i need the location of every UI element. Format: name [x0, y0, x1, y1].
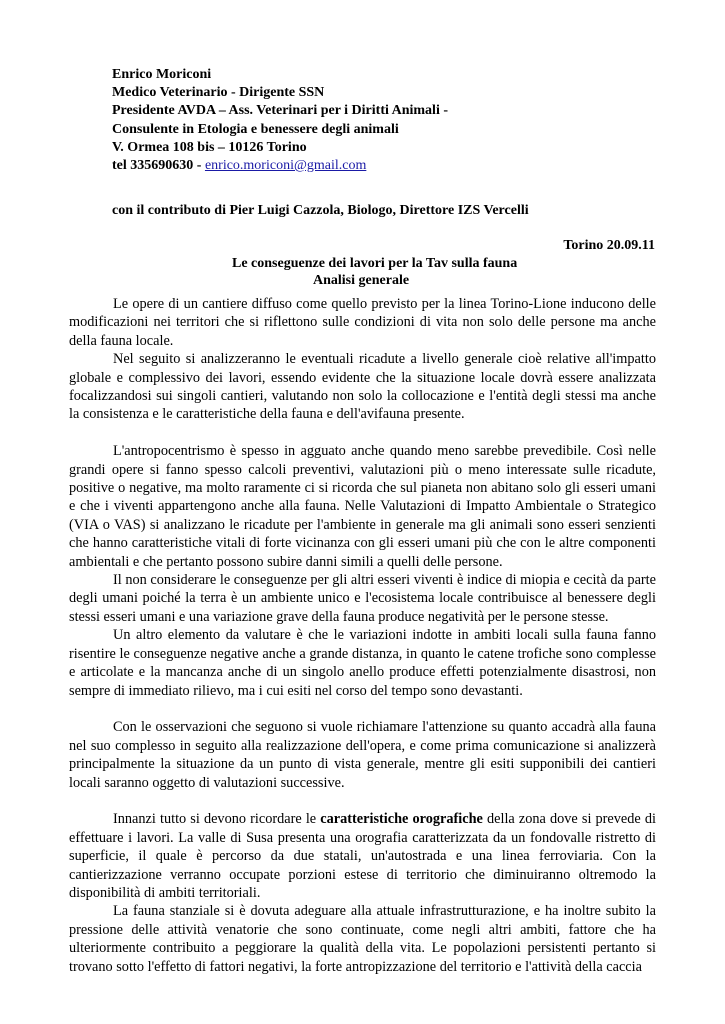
- paragraph-spacer: [69, 700, 656, 718]
- document-body: [69, 295, 656, 976]
- email-link[interactable]: enrico.moriconi@gmail.com: [204, 158, 367, 174]
- paragraph: Con le osservazioni che seguono si vuole richiamare l'attenzione su quanto accadrà alla fauna nel suo complesso in seguito alla realizzazione dell'opera, e come prima comunicazione si analizzerà principalmente la situazione da un punto di vista generale, mentre gli esiti supponibili dei cantieri locali saranno oggetto di valutazioni successive.: [69, 719, 656, 791]
- author-contact: [112, 157, 448, 175]
- paragraph-text: della zona dove si prevede di effettuare i lavori. La valle di Susa presenta una orografia caratterizzata da un fondovalle ristretto di superficie, il quale è percorso da due statali, un'autostrada e una linea ferroviaria. Con la cantierizzazione verranno occupate porzioni estese di territorio che diminuiranno oltremodo la disponibilità di ambiti territoriali.: [69, 811, 656, 901]
- author-address: V. Ormea 108 bis – 10126 Torino: [112, 139, 307, 155]
- paragraph: [69, 810, 656, 902]
- author-consultancy: Consulente in Etologia e benessere degli animali: [112, 121, 399, 137]
- emphasis-text: caratteristiche orografiche: [320, 811, 483, 828]
- paragraph: La fauna stanziale si è dovuta adeguare alla attuale infrastrutturazione, e ha inoltre subito la pressione delle attività venatorie che sono continuate, come negli altri ambiti, fattore che ha ulteriormente contribuito a peggiorare la qualità della vita. Le popolazioni persistenti pertanto si trovano sotto l'effetto di fattori negativi, la forte antropizzazione del territorio e l'attività della caccia: [69, 903, 656, 975]
- author-phone: tel 335690630 -: [112, 158, 205, 174]
- document-date: Torino 20.09.11: [563, 238, 655, 253]
- document-title: Le conseguenze dei lavori per la Tav sulla fauna: [232, 256, 518, 271]
- author-name: Enrico Moriconi: [112, 67, 212, 82]
- paragraph: L'antropocentrismo è spesso in agguato anche quando meno sarebbe prevedibile. Così nelle grandi opere si fanno spesso calcoli preventivi, valutazioni più o meno interessate sulle ricadute, positive o negative, ma molto raramente ci si ricorda che sul pianeta non abitano solo gli esseri umani e che i viventi appartengono anche alla fauna. Nelle Valutazioni di Impatto Ambientale o Strategico (VIA o VAS) si analizzano le ricadute per l'ambiente in generale ma gli animali sono esseri senzienti che hanno caratteristiche vitali di forte vicinanza con gli esseri umani più che con le altre componenti ambientali e che pertanto possono subire danni simili a quelli delle persone.: [69, 443, 656, 570]
- contribution-line: con il contributo di Pier Luigi Cazzola, Biologo, Direttore IZS Vercelli: [112, 203, 529, 218]
- paragraph: Il non considerare le conseguenze per gli altri esseri viventi è indice di miopia e cecità da parte degli umani poiché la terra è un ambiente unico e l'ecosistema locale contribuisce al benessere degli stessi esseri umani e una variazione grave della fauna produce negatività per le persone stesse.: [69, 572, 656, 625]
- author-role: Medico Veterinario - Dirigente SSN: [112, 85, 325, 101]
- paragraph-spacer: [69, 424, 656, 442]
- paragraph-text: Innanzi tutto si devono ricordare le: [113, 811, 321, 828]
- paragraph: Nel seguito si analizzeranno le eventuali ricadute a livello generale cioè relative all'impatto globale e complessivo dei lavori, essendo evidente che la situazione locale dovrà essere analizzata focalizzandosi sui singoli cantieri, valutando non solo la collocazione e l'entità degli stessi ma anche la consistenza e le caratteristiche della fauna e dell'avifauna presente.: [69, 351, 656, 423]
- author-header: [112, 66, 448, 175]
- paragraph: Un altro elemento da valutare è che le variazioni indotte in ambiti locali sulla fauna fanno risentire le conseguenze negative anche a grande distanza, in quanto le catene trofiche sono complesse e articolate e la mancanza anche di un singolo anello produce effetti potenzialmente disastrosi, non sempre di immediato rilievo, ma i cui esiti nel corso del tempo sono devastanti.: [69, 627, 656, 699]
- author-presidency: Presidente AVDA – Ass. Veterinari per i Diritti Animali -: [112, 103, 448, 119]
- paragraph-spacer: [69, 792, 656, 810]
- paragraph: Le opere di un cantiere diffuso come quello previsto per la linea Torino-Lione inducono delle modificazioni nei territori che si riflettono sulle condizioni di vita non solo delle persone ma anche della fauna locale.: [69, 296, 656, 349]
- document-subtitle: Analisi generale: [313, 273, 410, 288]
